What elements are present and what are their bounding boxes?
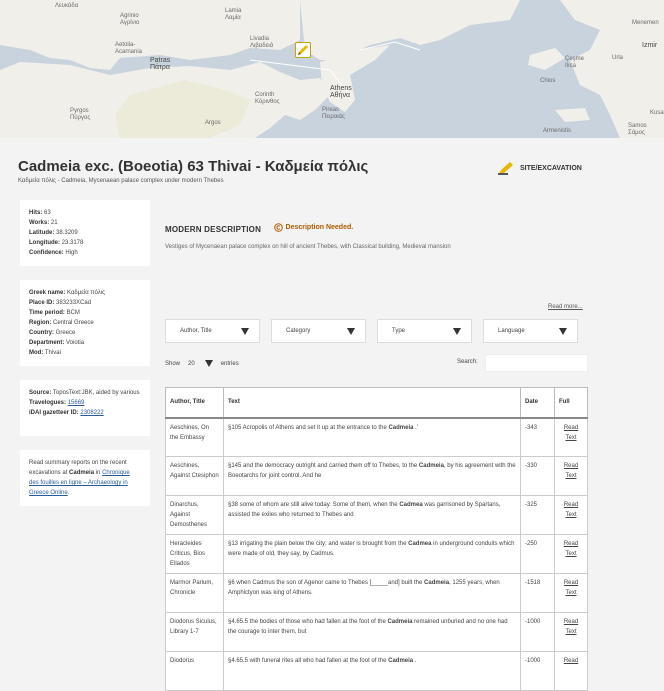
col-author[interactable]: Author, Title (166, 388, 224, 418)
map-label: Izmir (642, 42, 658, 49)
cell-author: Marmor Parium, Chronicle (166, 574, 224, 613)
cell-text: §4.65.5 with funeral rites all who had fallen at the foot of the Cadmeia . (224, 652, 521, 691)
source-card: Source: ToposText:JBK, aided by various Travelogues: 15669 iDAI gazetteer ID: 2308222 (20, 380, 150, 436)
cell-date: -1000 (521, 652, 555, 691)
map-label: Menemen (632, 20, 659, 26)
works-value: 21 (50, 220, 58, 226)
filter-language[interactable]: Language (483, 319, 578, 343)
chevron-down-icon (347, 328, 355, 335)
cell-full (555, 652, 588, 691)
read-text-link[interactable]: Read Text (563, 580, 579, 596)
time-period: BCM (66, 310, 80, 316)
col-text[interactable]: Text (224, 388, 521, 418)
cell-author: Aeschines, On the Embassy (166, 418, 224, 457)
map-label: Athens Αθήνα (330, 85, 352, 99)
cell-text: §4.65.5 the bodies of those who had fallen at the foot of the Cadmeia remained unburied and no one had the courage to inter them, but (224, 613, 521, 652)
site-type-label: SITE/EXCAVATION (520, 164, 582, 172)
table-row (166, 535, 588, 574)
longitude-value: 23.3178 (61, 240, 84, 246)
cell-text: §6 when Cadmus the son of Agenor came to Thebes [_____and] built the Cadmeia, 1255 years, when Amphictyon was king of Athens. (224, 574, 521, 613)
cell-date: -1000 (521, 613, 555, 652)
keyword: Cadmea (399, 502, 423, 508)
idai-link[interactable]: 2308222 (80, 410, 104, 416)
country: Greece (55, 330, 76, 336)
cell-date: -343 (521, 418, 555, 457)
map-label: Argos (205, 120, 221, 126)
cell-author: Diodorus Siculus, Library 1-7 (166, 613, 224, 652)
pencil-icon (296, 43, 310, 57)
cell-text: §13 irrigating the plain below the city; and water is brought from the Cadmea in underground conduits which were made of old, they say, by Cadmus. (224, 535, 521, 574)
read-more-link[interactable]: Read more... (548, 304, 583, 310)
map-label: Pyrgos Πύργος (70, 108, 91, 121)
filter-bar (165, 319, 578, 343)
chevron-down-icon (453, 328, 461, 335)
table-row (166, 418, 588, 457)
page-title: Cadmeia exc. (Boeotia) 63 Thivai - Καδμεία πόλις (18, 158, 369, 175)
keyword: Cadmeia (388, 658, 414, 664)
filter-category[interactable]: Category (271, 319, 366, 343)
cell-author: Heracleides Criticus, Bios Ellados (166, 535, 224, 574)
source-value: ToposText:JBK, aided by various (52, 390, 140, 396)
keyword: Cadmea (408, 541, 432, 547)
stats-card: Hits: 63 Works: 21 Latitude: 38.3209 Longitude: 23.3178 Confidence: High (20, 200, 150, 266)
read-text-link[interactable]: Read Text (563, 424, 579, 441)
modern-name: Thivai (44, 350, 61, 356)
map-label: Λευκάδα (55, 3, 79, 9)
cell-text: §145 and the democracy outright and carried them off to Thebes, to the Cadmeia, by his agreement with the Boeotarchs for joint control. And he (224, 457, 521, 496)
read-text-link[interactable]: Read Text (563, 502, 579, 518)
cell-full (555, 613, 588, 652)
description-heading (165, 219, 353, 237)
table-row (166, 613, 588, 652)
search-input[interactable] (485, 354, 588, 372)
map-label: Armenistis (543, 128, 572, 134)
col-date[interactable]: Date (521, 388, 555, 418)
read-text-link[interactable]: Read Text (563, 541, 579, 557)
map-label: Chios (540, 78, 556, 84)
copyright-icon (274, 223, 283, 232)
travelogues-link[interactable]: 15669 (67, 400, 85, 406)
confidence-value: High (65, 250, 78, 256)
cell-text: §105 Acropolis of Athens and set it up at the entrance to the Cadmeia .' (224, 418, 521, 457)
place-card: Greek name: Καδμεία πόλις Place ID: 383233XCad Time period: BCM Region: Central Greece Country: Greece Department: Voiotia Mod: Thivai (20, 280, 150, 366)
filter-type[interactable]: Type (377, 319, 472, 343)
hits-value: 63 (44, 210, 51, 216)
latitude-value: 38.3209 (56, 230, 78, 236)
page-subtitle: Καδμεία πόλις - Cadmeia, Mycenaean palace complex under modern Thebes (18, 178, 224, 184)
cell-full (555, 496, 588, 535)
search-label: Search: (457, 359, 478, 365)
map-label: Urla (612, 55, 624, 61)
col-full: Full (555, 388, 588, 418)
table-row (166, 652, 588, 691)
cell-author: Aeschines, Against Ctesiphon (166, 457, 224, 496)
place-id: 383233XCad (56, 300, 92, 306)
passages-table (165, 387, 588, 691)
chronique-link[interactable]: Chronique des fouilles en ligne – Archaeology in Greece Online (29, 470, 130, 496)
map-label: Kusa (650, 110, 664, 116)
cell-full (555, 574, 588, 613)
map-label: Çeşme Ilıca (565, 56, 585, 69)
keyword: Cadmeia (424, 580, 450, 586)
map-label: Patras Πάτρα (150, 57, 171, 71)
cell-author: Dinarchus, Against Demosthenes (166, 496, 224, 535)
map[interactable] (0, 0, 664, 138)
filter-author[interactable]: Author, Title (165, 319, 260, 343)
cell-full (555, 418, 588, 457)
keyword: Cadmeia (418, 463, 444, 469)
section-title: MODERN DESCRIPTION (165, 225, 262, 234)
greek-name: Καδμεία πόλις (67, 290, 105, 296)
table-row (166, 496, 588, 535)
region: Central Greece (53, 320, 94, 326)
chevron-down-icon (241, 328, 249, 335)
site-marker[interactable] (295, 42, 311, 58)
cell-date: -1518 (521, 574, 555, 613)
description-needed: Description Needed. (274, 223, 354, 232)
map-label: Corinth Κόρινθος (255, 92, 280, 105)
map-label: Samos Σάμος (628, 123, 647, 136)
cell-date: -330 (521, 457, 555, 496)
cell-date: -250 (521, 535, 555, 574)
entries-select[interactable]: 20 (188, 360, 213, 367)
summary-card: Read summary reports on the recent excavations at Cadmeia in Chronique des fouilles en ligne – Archaeology in Greece Online. (20, 450, 150, 506)
department: Voiotia (66, 340, 85, 346)
excavation-icon (498, 161, 514, 175)
keyword: Cadmeia (387, 619, 413, 625)
read-text-link[interactable]: Read Text (563, 463, 579, 479)
map-label: Agrinio Αγρίνιο (120, 13, 140, 26)
map-label: Lamia Λαμία (225, 8, 242, 21)
cell-text: §38 some of whom are still alive today. Some of them, when the Cadmea was garrisoned by Spartans, assisted the exiles who returned to Thebes and (224, 496, 521, 535)
read-text-link[interactable]: Read Text (563, 619, 579, 635)
site-type-badge (498, 161, 582, 175)
cell-date: -325 (521, 496, 555, 535)
map-label: Pireas Πειραιάς (322, 107, 345, 120)
description-text: Vestiges of Mycenaean palace complex on hill of ancient Thebes, with Classical building, Medieval mansion (165, 244, 451, 250)
chevron-down-icon (559, 328, 567, 335)
chevron-down-icon (205, 360, 213, 367)
read-text-link[interactable]: Read (563, 658, 579, 664)
cell-full (555, 457, 588, 496)
map-label: Aetolia- Acarnania (115, 42, 143, 55)
cell-full (555, 535, 588, 574)
map-label: Livadia Λιβαδειά (250, 36, 274, 49)
table-row (166, 457, 588, 496)
cell-author: Diodorus (166, 652, 224, 691)
entries-control: Show 20 entries (165, 360, 239, 367)
table-row (166, 574, 588, 613)
keyword: Cadmeia (388, 424, 414, 431)
